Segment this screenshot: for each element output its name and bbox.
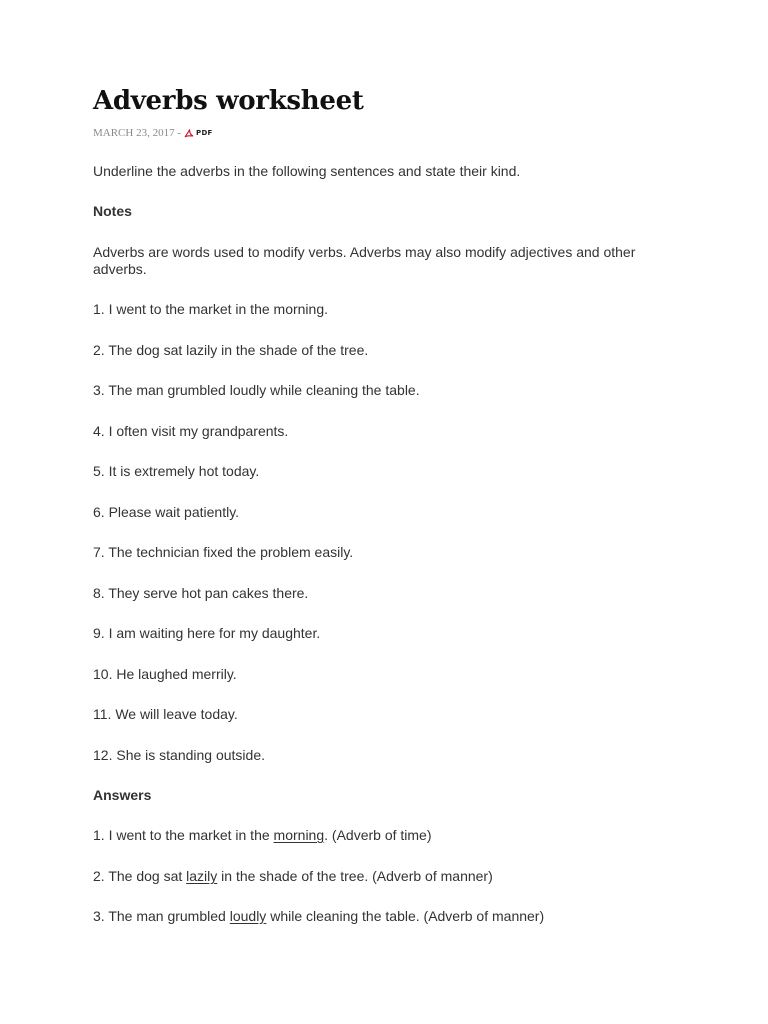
pdf-download-link[interactable] xyxy=(184,129,213,138)
answer-3-before: 3. The man grumbled xyxy=(93,908,230,924)
answer-2 xyxy=(93,868,493,885)
sentence-3: 3. The man grumbled loudly while cleaning the table. xyxy=(93,382,420,398)
answer-1 xyxy=(93,827,432,844)
post-meta xyxy=(93,127,213,139)
sentence-10: 10. He laughed merrily. xyxy=(93,666,237,682)
pdf-icon xyxy=(184,129,195,138)
page-title: Adverbs worksheet xyxy=(93,86,364,116)
sentence-7: 7. The technician fixed the problem easily. xyxy=(93,544,354,560)
answer-1-after: . (Adverb of time) xyxy=(324,827,432,843)
sentence-2: 2. The dog sat lazily in the shade of the tree. xyxy=(93,342,369,358)
answer-3-adverb: loudly xyxy=(229,908,267,924)
answer-3 xyxy=(93,908,544,925)
sentence-6: 6. Please wait patiently. xyxy=(93,504,240,520)
sentence-4: 4. I often visit my grandparents. xyxy=(93,423,289,439)
answer-2-after: in the shade of the tree. (Adverb of manner) xyxy=(217,868,493,884)
answers-heading: Answers xyxy=(93,787,152,803)
notes-text: Adverbs are words used to modify verbs. Adverbs may also modify adjectives and other adverbs. xyxy=(93,244,636,277)
answer-1-adverb: morning xyxy=(273,827,325,843)
sentence-11: 11. We will leave today. xyxy=(93,706,238,722)
sentence-9: 9. I am waiting here for my daughter. xyxy=(93,625,321,641)
intro-text: Underline the adverbs in the following sentences and state their kind. xyxy=(93,163,521,179)
pdf-label: PDF xyxy=(196,129,213,137)
answer-3-after: while cleaning the table. (Adverb of manner) xyxy=(266,908,545,924)
sentence-5: 5. It is extremely hot today. xyxy=(93,463,260,479)
sentence-12: 12. She is standing outside. xyxy=(93,747,266,763)
sentence-1: 1. I went to the market in the morning. xyxy=(93,301,329,317)
post-date: MARCH 23, 2017 - xyxy=(93,127,182,139)
notes-heading: Notes xyxy=(93,203,132,219)
answer-2-before: 2. The dog sat xyxy=(93,868,187,884)
answer-1-before: 1. I went to the market in the xyxy=(93,827,274,843)
answer-2-adverb: lazily xyxy=(186,868,218,884)
sentence-8: 8. They serve hot pan cakes there. xyxy=(93,585,309,601)
